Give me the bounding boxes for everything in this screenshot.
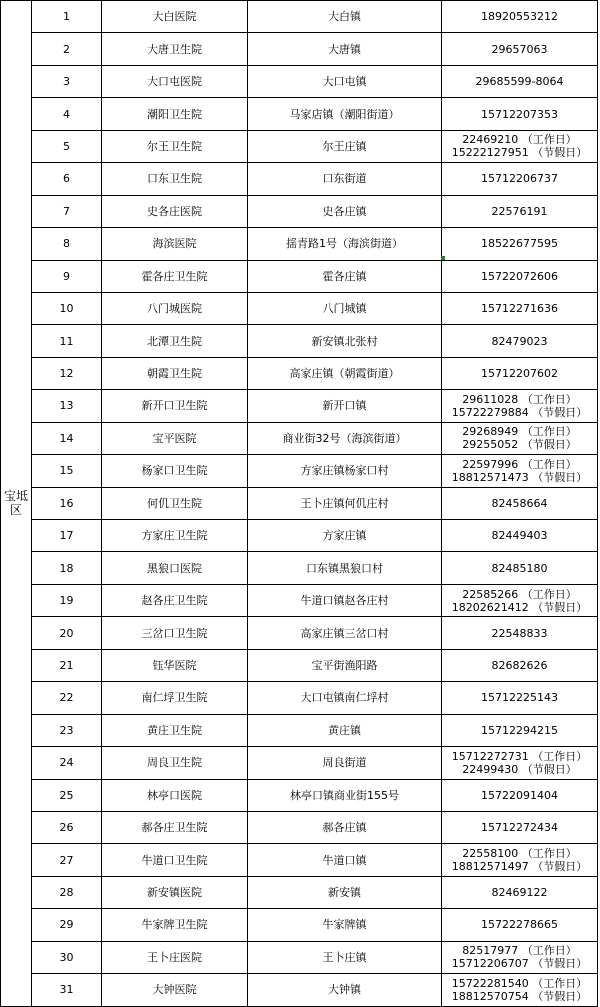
phone-cell [442,747,598,779]
row-number-cell: 22 [32,682,102,714]
table-row [1,390,598,422]
hospital-name-cell: 杨家口卫生院 [102,455,248,487]
row-number-cell: 13 [32,390,102,422]
hospital-name-cell: 新开口卫生院 [102,390,248,422]
table-row [1,747,598,779]
row-number-cell: 31 [32,974,102,1006]
phone-cell [442,520,598,552]
row-number-cell: 15 [32,455,102,487]
phone-number: 29268949 （工作日） [462,425,577,439]
phone-cell [442,422,598,454]
phone-cell [442,584,598,616]
phone-cell [442,357,598,389]
phone-number: 18920553212 [481,10,558,24]
hospital-name-cell: 史各庄医院 [102,195,248,227]
phone-cell [442,941,598,973]
location-cell: 牛道口镇赵各庄村 [248,584,442,616]
table-row [1,260,598,292]
phone-cell [442,98,598,130]
location-cell: 大白镇 [248,1,442,33]
phone-cell [442,779,598,811]
table-row [1,909,598,941]
row-number-cell: 10 [32,292,102,324]
table-row [1,357,598,389]
location-cell: 高家庄镇三岔口村 [248,617,442,649]
row-number-cell: 17 [32,520,102,552]
row-number-cell: 5 [32,130,102,162]
location-cell: 高家庄镇（朝霞街道） [248,357,442,389]
row-number-cell: 19 [32,584,102,616]
phone-number: 18812570754 （节假日） [451,989,588,1003]
row-number-cell: 29 [32,909,102,941]
row-number-cell: 27 [32,844,102,876]
location-cell: 黄庄镇 [248,714,442,746]
table-row [1,130,598,162]
row-number-cell: 21 [32,649,102,681]
location-cell: 马家店镇（潮阳街道） [248,98,442,130]
hospital-name-cell: 北潭卫生院 [102,325,248,357]
phone-cell [442,682,598,714]
hospital-name-cell: 黄庄卫生院 [102,714,248,746]
hospital-name-cell: 朝霞卫生院 [102,357,248,389]
phone-number: 18522677595 [481,237,558,251]
row-number-cell: 28 [32,876,102,908]
row-number-cell: 8 [32,228,102,260]
phone-number: 15222127951 （节假日） [451,146,588,160]
phone-cell [442,1,598,33]
phone-cell [442,228,598,260]
phone-number: 15712207602 [481,367,558,381]
location-cell: 霍各庄镇 [248,260,442,292]
table-row [1,65,598,97]
phone-cell [442,130,598,162]
phone-number: 29255052 （节假日） [462,438,577,452]
phone-number: 15712294215 [481,723,558,737]
hospital-name-cell: 郝各庄卫生院 [102,811,248,843]
row-number-cell: 7 [32,195,102,227]
table-row [1,844,598,876]
row-number-cell: 20 [32,617,102,649]
location-cell: 牛家牌镇 [248,909,442,941]
hospital-name-cell: 宝平医院 [102,422,248,454]
phone-cell [442,649,598,681]
location-cell: 八门城镇 [248,292,442,324]
phone-cell [442,552,598,584]
phone-cell [442,195,598,227]
hospital-name-cell: 大钟医院 [102,974,248,1006]
location-cell: 尔王庄镇 [248,130,442,162]
location-cell: 周良街道 [248,747,442,779]
hospital-name-cell: 潮阳卫生院 [102,98,248,130]
phone-cell [442,844,598,876]
table-row [1,811,598,843]
phone-cell [442,974,598,1006]
phone-cell [442,487,598,519]
table-row [1,941,598,973]
table-row [1,98,598,130]
location-cell: 大唐镇 [248,33,442,65]
table-row [1,455,598,487]
hospital-name-cell: 王卜庄医院 [102,941,248,973]
location-cell: 口东镇黑狼口村 [248,552,442,584]
phone-cell [442,455,598,487]
location-cell: 大钟镇 [248,974,442,1006]
phone-cell [442,260,598,292]
location-cell: 牛道口镇 [248,844,442,876]
phone-number: 15722279884 （节假日） [451,405,588,419]
phone-number: 22576191 [491,204,548,218]
hospital-name-cell: 尔王卫生院 [102,130,248,162]
row-number-cell: 24 [32,747,102,779]
hospital-name-cell: 新安镇医院 [102,876,248,908]
table-row [1,228,598,260]
phone-number: 18812571473 （节假日） [451,470,588,484]
table-row [1,33,598,65]
row-number-cell: 16 [32,487,102,519]
cell-selection-handle [441,256,445,260]
phone-number: 82479023 [491,334,548,348]
table-row [1,876,598,908]
hospital-table-body [1,1,598,1007]
hospital-name-cell: 方家庄卫生院 [102,520,248,552]
location-cell: 新安镇 [248,876,442,908]
table-row [1,520,598,552]
table-row [1,422,598,454]
phone-number: 82458664 [491,496,548,510]
table-row [1,195,598,227]
row-number-cell: 25 [32,779,102,811]
hospital-name-cell: 大唐卫生院 [102,33,248,65]
hospital-name-cell: 牛道口卫生院 [102,844,248,876]
table-row [1,714,598,746]
phone-cell [442,876,598,908]
location-cell: 林亭口镇商业街155号 [248,779,442,811]
hospital-name-cell: 三岔口卫生院 [102,617,248,649]
table-row [1,584,598,616]
phone-number: 15712272434 [481,821,558,835]
location-cell: 新安镇北张村 [248,325,442,357]
phone-number: 82449403 [491,529,548,543]
phone-number: 82682626 [491,658,548,672]
phone-cell [442,163,598,195]
table-row [1,163,598,195]
row-number-cell: 12 [32,357,102,389]
phone-number: 82469122 [491,886,548,900]
location-cell: 王卜庄镇 [248,941,442,973]
phone-number: 22548833 [491,626,548,640]
phone-number: 22499430 （节假日） [462,762,577,776]
location-cell: 方家庄镇 [248,520,442,552]
phone-number: 29657063 [491,42,548,56]
hospital-name-cell: 海滨医院 [102,228,248,260]
row-number-cell: 26 [32,811,102,843]
row-number-cell: 11 [32,325,102,357]
phone-cell [442,33,598,65]
phone-number: 82517977 （工作日） [462,944,577,958]
hospital-name-cell: 黑狼口医院 [102,552,248,584]
row-number-cell: 18 [32,552,102,584]
phone-number: 15722278665 [481,918,558,932]
phone-cell [442,390,598,422]
row-number-cell: 30 [32,941,102,973]
phone-number: 15712206737 [481,172,558,186]
hospital-name-cell: 牛家牌卫生院 [102,909,248,941]
phone-cell [442,909,598,941]
phone-number: 29685599-8064 [475,75,564,89]
hospital-name-cell: 钰华医院 [102,649,248,681]
phone-number: 15712271636 [481,302,558,316]
table-row [1,682,598,714]
table-row [1,292,598,324]
hospital-name-cell: 林亭口医院 [102,779,248,811]
phone-cell [442,714,598,746]
location-cell: 商业街32号（海滨街道） [248,422,442,454]
row-number-cell: 6 [32,163,102,195]
hospital-name-cell: 口东卫生院 [102,163,248,195]
hospital-name-cell: 赵各庄卫生院 [102,584,248,616]
row-number-cell: 4 [32,98,102,130]
location-cell: 郝各庄镇 [248,811,442,843]
row-number-cell: 14 [32,422,102,454]
phone-number: 15712207353 [481,107,558,121]
location-cell: 方家庄镇杨家口村 [248,455,442,487]
table-row [1,1,598,33]
table-row [1,552,598,584]
phone-cell [442,65,598,97]
phone-cell [442,811,598,843]
table-row [1,487,598,519]
phone-number: 22585266 （工作日） [462,587,577,601]
table-row [1,974,598,1006]
phone-number: 22558100 （工作日） [462,847,577,861]
location-cell: 口东街道 [248,163,442,195]
location-cell: 王卜庄镇何仉庄村 [248,487,442,519]
location-cell: 宝平街渔阳路 [248,649,442,681]
row-number-cell: 2 [32,33,102,65]
row-number-cell: 23 [32,714,102,746]
hospital-name-cell: 大口屯医院 [102,65,248,97]
row-number-cell: 9 [32,260,102,292]
hospital-name-cell: 南仁垺卫生院 [102,682,248,714]
phone-number: 15712272731 （工作日） [451,749,588,763]
location-cell: 揺青路1号（海滨街道） [248,228,442,260]
hospital-name-cell: 大白医院 [102,1,248,33]
phone-cell [442,292,598,324]
phone-cell [442,617,598,649]
phone-number: 15712225143 [481,691,558,705]
phone-cell [442,325,598,357]
table-row [1,617,598,649]
phone-number: 82485180 [491,561,548,575]
phone-number: 18202621412 （节假日） [451,600,588,614]
row-number-cell: 3 [32,65,102,97]
location-cell: 史各庄镇 [248,195,442,227]
phone-number: 15722281540 （工作日） [451,976,588,990]
hospital-name-cell: 霍各庄卫生院 [102,260,248,292]
phone-number: 15712206707 （节假日） [451,957,588,971]
hospital-name-cell: 八门城医院 [102,292,248,324]
phone-number: 22469210 （工作日） [462,133,577,147]
phone-number: 29611028 （工作日） [462,392,577,406]
location-cell: 大口屯镇 [248,65,442,97]
district-cell: 宝坻区 [1,1,32,1007]
phone-number: 18812571497 （节假日） [451,860,588,874]
hospital-name-cell: 何仉卫生院 [102,487,248,519]
location-cell: 大口屯镇南仁垺村 [248,682,442,714]
phone-number: 15722091404 [481,788,558,802]
table-row [1,325,598,357]
phone-number: 15722072606 [481,269,558,283]
table-row [1,779,598,811]
phone-number: 22597996 （工作日） [462,457,577,471]
table-row [1,649,598,681]
location-cell: 新开口镇 [248,390,442,422]
hospital-name-cell: 周良卫生院 [102,747,248,779]
row-number-cell: 1 [32,1,102,33]
